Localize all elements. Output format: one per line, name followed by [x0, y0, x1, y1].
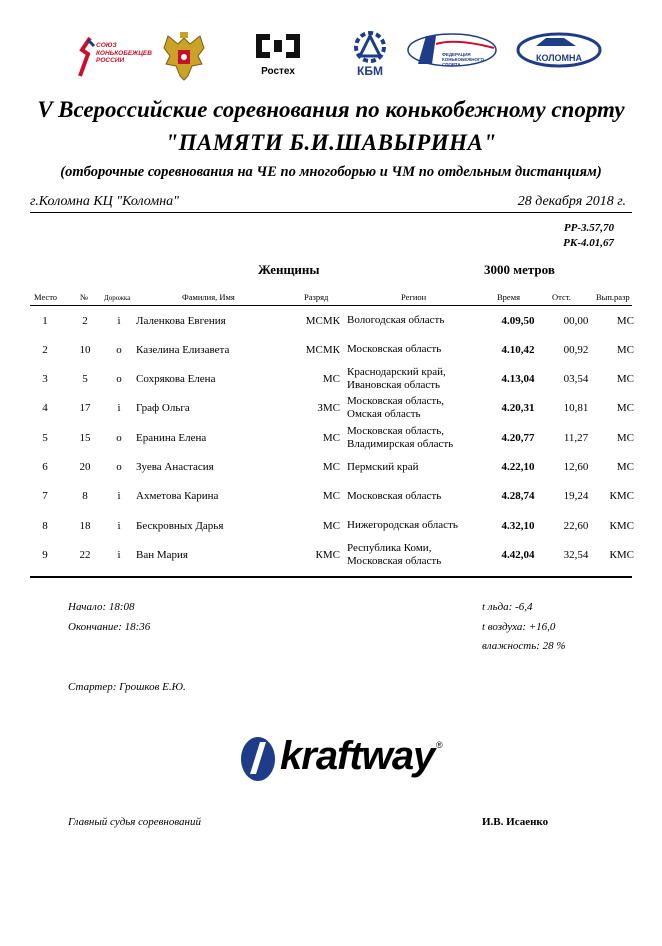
distance-label: 3000 метров — [484, 262, 555, 277]
result-region — [347, 335, 487, 364]
result-number: 5 — [82, 373, 88, 386]
rostec-text: Ростех — [261, 66, 295, 77]
region-line: Московская область — [347, 343, 442, 356]
result-name: Зуева Анастасия — [136, 461, 214, 473]
col-header-qual: Вып.разр — [596, 292, 630, 302]
result-lane: o — [116, 461, 122, 473]
result-number: 2 — [82, 314, 88, 327]
col-header-gap: Отст. — [552, 292, 571, 302]
region-line: Вологодская область — [347, 314, 445, 326]
col-header-name: Фамилия, Имя — [182, 292, 235, 302]
result-time: 4.20,31 — [501, 402, 535, 415]
result-lane: o — [116, 343, 122, 356]
result-gap: 03,54 — [563, 373, 589, 386]
col-header-rank: Разряд — [304, 292, 329, 302]
skater-icon — [76, 36, 96, 80]
result-qualification: КМС — [609, 490, 634, 503]
result-qualification: МС — [616, 314, 634, 327]
start-time: Начало: 18:08 — [68, 601, 135, 613]
result-gap: 12,60 — [563, 461, 589, 473]
logo-text-line: ФЕДЕРАЦИЯ — [442, 52, 471, 57]
result-name: Ван Мария — [136, 548, 188, 561]
humidity: влажность: 28 % — [482, 640, 566, 652]
result-place: 8 — [42, 519, 48, 532]
result-time: 4.28,74 — [501, 490, 535, 503]
result-rank: МСМК — [305, 314, 340, 327]
result-lane: o — [116, 373, 122, 386]
kraftway-logo — [238, 732, 448, 786]
event-title: V Всероссийские соревнования по конькобежному спорту — [37, 97, 625, 122]
col-header-place: Место — [34, 292, 58, 302]
region-line: Пермский край — [347, 460, 419, 473]
logo-text-line: КОНЬКОБЕЖНОГО — [442, 57, 485, 62]
result-gap: 10,81 — [563, 402, 589, 415]
result-name: Еранина Елена — [136, 431, 207, 444]
result-gap: 22,60 — [563, 519, 589, 532]
chief-judge-title: Главный судья соревнований — [68, 816, 202, 828]
result-qualification: МС — [616, 373, 634, 386]
result-lane: i — [117, 519, 121, 532]
result-rank: МСМК — [305, 343, 340, 356]
result-region — [347, 306, 487, 335]
result-name: Сохрякова Елена — [136, 373, 216, 386]
logo-text-line: КОНЬКОБЕЖЦЕВ — [96, 49, 152, 57]
logo-text-line: СОЮЗ — [96, 42, 117, 49]
event-memorial-title: "ПАМЯТИ Б.И.ШАВЫРИНА" — [165, 130, 497, 155]
rostec-mark-icon — [250, 30, 306, 62]
result-number: 10 — [79, 343, 91, 356]
table-row — [30, 540, 632, 569]
venue: г.Коломна КЦ "Коломна" — [30, 194, 180, 209]
result-time: 4.42,04 — [501, 548, 535, 561]
result-lane: i — [117, 314, 121, 327]
result-region — [347, 540, 487, 569]
result-region — [347, 365, 487, 394]
result-place: 4 — [42, 402, 48, 415]
track-record: РК-4.01,67 — [563, 237, 614, 249]
table-row — [30, 511, 632, 540]
col-header-region: Регион — [401, 292, 427, 302]
result-number: 18 — [79, 519, 91, 532]
rostec-logo — [250, 30, 306, 82]
result-region — [347, 453, 487, 482]
result-gap: 00,00 — [563, 314, 589, 327]
result-qualification: МС — [616, 402, 634, 415]
result-name: Граф Ольга — [136, 402, 190, 415]
air-temperature: t воздуха: +16,0 — [482, 621, 556, 633]
result-rank: ЗМС — [317, 402, 340, 415]
result-rank: МС — [322, 461, 340, 473]
result-qualification: КМС — [609, 519, 634, 532]
result-name: Бескровных Дарья — [136, 519, 224, 532]
logo-text-line: СПОРТА — [442, 62, 461, 67]
table-row — [30, 365, 632, 394]
registered-mark: ® — [436, 740, 443, 750]
table-row — [30, 482, 632, 511]
result-time: 4.22,10 — [501, 461, 535, 473]
result-lane: i — [117, 490, 121, 503]
result-place: 5 — [42, 431, 48, 444]
result-qualification: МС — [616, 431, 634, 444]
event-subtitle: (отборочные соревнования на ЧЕ по многоборью и ЧМ по отдельным дистанциям) — [60, 164, 602, 180]
russian-record: РР-3.57,70 — [563, 222, 614, 234]
result-number: 17 — [79, 402, 91, 415]
result-place: 6 — [42, 461, 48, 473]
result-name: Ахметова Карина — [136, 490, 219, 503]
region-line: Московская область, — [347, 395, 444, 408]
result-qualification: МС — [616, 461, 634, 473]
kolomna-emblem-icon — [516, 30, 602, 70]
result-gap: 00,92 — [563, 343, 589, 356]
result-region — [347, 511, 487, 540]
logos-row — [0, 30, 662, 86]
col-header-lane: Дорожка — [104, 294, 131, 302]
table-bottom-rule — [30, 576, 632, 578]
result-region — [347, 423, 487, 452]
table-row — [30, 453, 632, 482]
result-place: 9 — [42, 548, 48, 561]
region-line: Московская область — [347, 554, 442, 567]
table-row — [30, 335, 632, 364]
kraftway-mark-icon — [238, 734, 278, 784]
col-header-num: № — [80, 292, 89, 302]
category-label: Женщины — [258, 262, 320, 277]
result-region — [347, 394, 487, 423]
kbm-gear-icon — [346, 30, 394, 64]
result-time: 4.20,77 — [501, 431, 535, 444]
result-name: Казелина Елизавета — [136, 343, 230, 356]
result-qualification: МС — [616, 343, 634, 356]
result-lane: i — [117, 548, 121, 561]
region-line: Ивановская область — [347, 379, 441, 392]
result-rank: МС — [322, 490, 340, 503]
region-line: Омская область — [347, 408, 421, 421]
kolomna-text: КОЛОМНА — [535, 53, 583, 63]
kbm-text: КБМ — [357, 64, 383, 78]
result-number: 8 — [82, 490, 88, 503]
result-number: 20 — [79, 461, 91, 473]
result-lane: i — [117, 402, 121, 415]
result-time: 4.13,04 — [501, 373, 535, 386]
result-time: 4.32,10 — [501, 519, 535, 532]
chief-judge-name: И.В. Исаенко — [482, 816, 549, 828]
result-place: 7 — [42, 490, 48, 503]
result-number: 15 — [79, 431, 91, 444]
col-header-time: Время — [497, 292, 520, 302]
region-line: Московская область, — [347, 424, 444, 437]
result-rank: МС — [322, 431, 340, 444]
result-qualification: КМС — [609, 548, 634, 561]
result-gap: 19,24 — [563, 490, 589, 503]
region-line: Московская область — [347, 489, 442, 502]
region-line: Республика Коми, — [347, 541, 432, 554]
result-name: Лаленкова Евгения — [136, 314, 226, 327]
table-row — [30, 306, 632, 335]
result-rank: МС — [322, 519, 340, 532]
result-time: 4.09,50 — [501, 314, 535, 327]
skating-union-logo — [76, 30, 152, 82]
result-gap: 32,54 — [563, 548, 589, 561]
region-line: Владимирская область — [347, 437, 454, 450]
result-rank: КМС — [315, 548, 340, 561]
kbm-logo — [346, 30, 396, 82]
result-rank: МС — [322, 373, 340, 386]
result-time: 4.10,42 — [501, 343, 535, 356]
end-time: Окончание: 18:36 — [68, 621, 151, 633]
double-headed-eagle-icon — [160, 30, 208, 82]
ice-temperature: t льда: -6,4 — [482, 601, 533, 613]
divider — [30, 212, 632, 213]
result-place: 3 — [42, 373, 48, 386]
result-gap: 11,27 — [563, 431, 589, 444]
coat-of-arms-logo — [160, 30, 210, 82]
region-line: Краснодарский край, — [347, 366, 446, 379]
kraftway-text: kraftway — [280, 734, 435, 778]
federation-logo — [406, 30, 498, 82]
result-number: 22 — [79, 548, 91, 561]
logo-text-line: РОССИИ — [96, 57, 125, 64]
starter: Стартер: Грошков Е.Ю. — [68, 681, 186, 693]
table-row — [30, 394, 632, 423]
kolomna-logo — [516, 30, 602, 82]
result-place: 2 — [42, 343, 48, 356]
event-date: 28 декабря 2018 г. — [517, 194, 626, 209]
result-lane: o — [116, 431, 122, 444]
table-row — [30, 423, 632, 452]
region-line: Нижегородская область — [347, 519, 458, 532]
result-place: 1 — [42, 314, 48, 327]
result-region — [347, 482, 487, 511]
